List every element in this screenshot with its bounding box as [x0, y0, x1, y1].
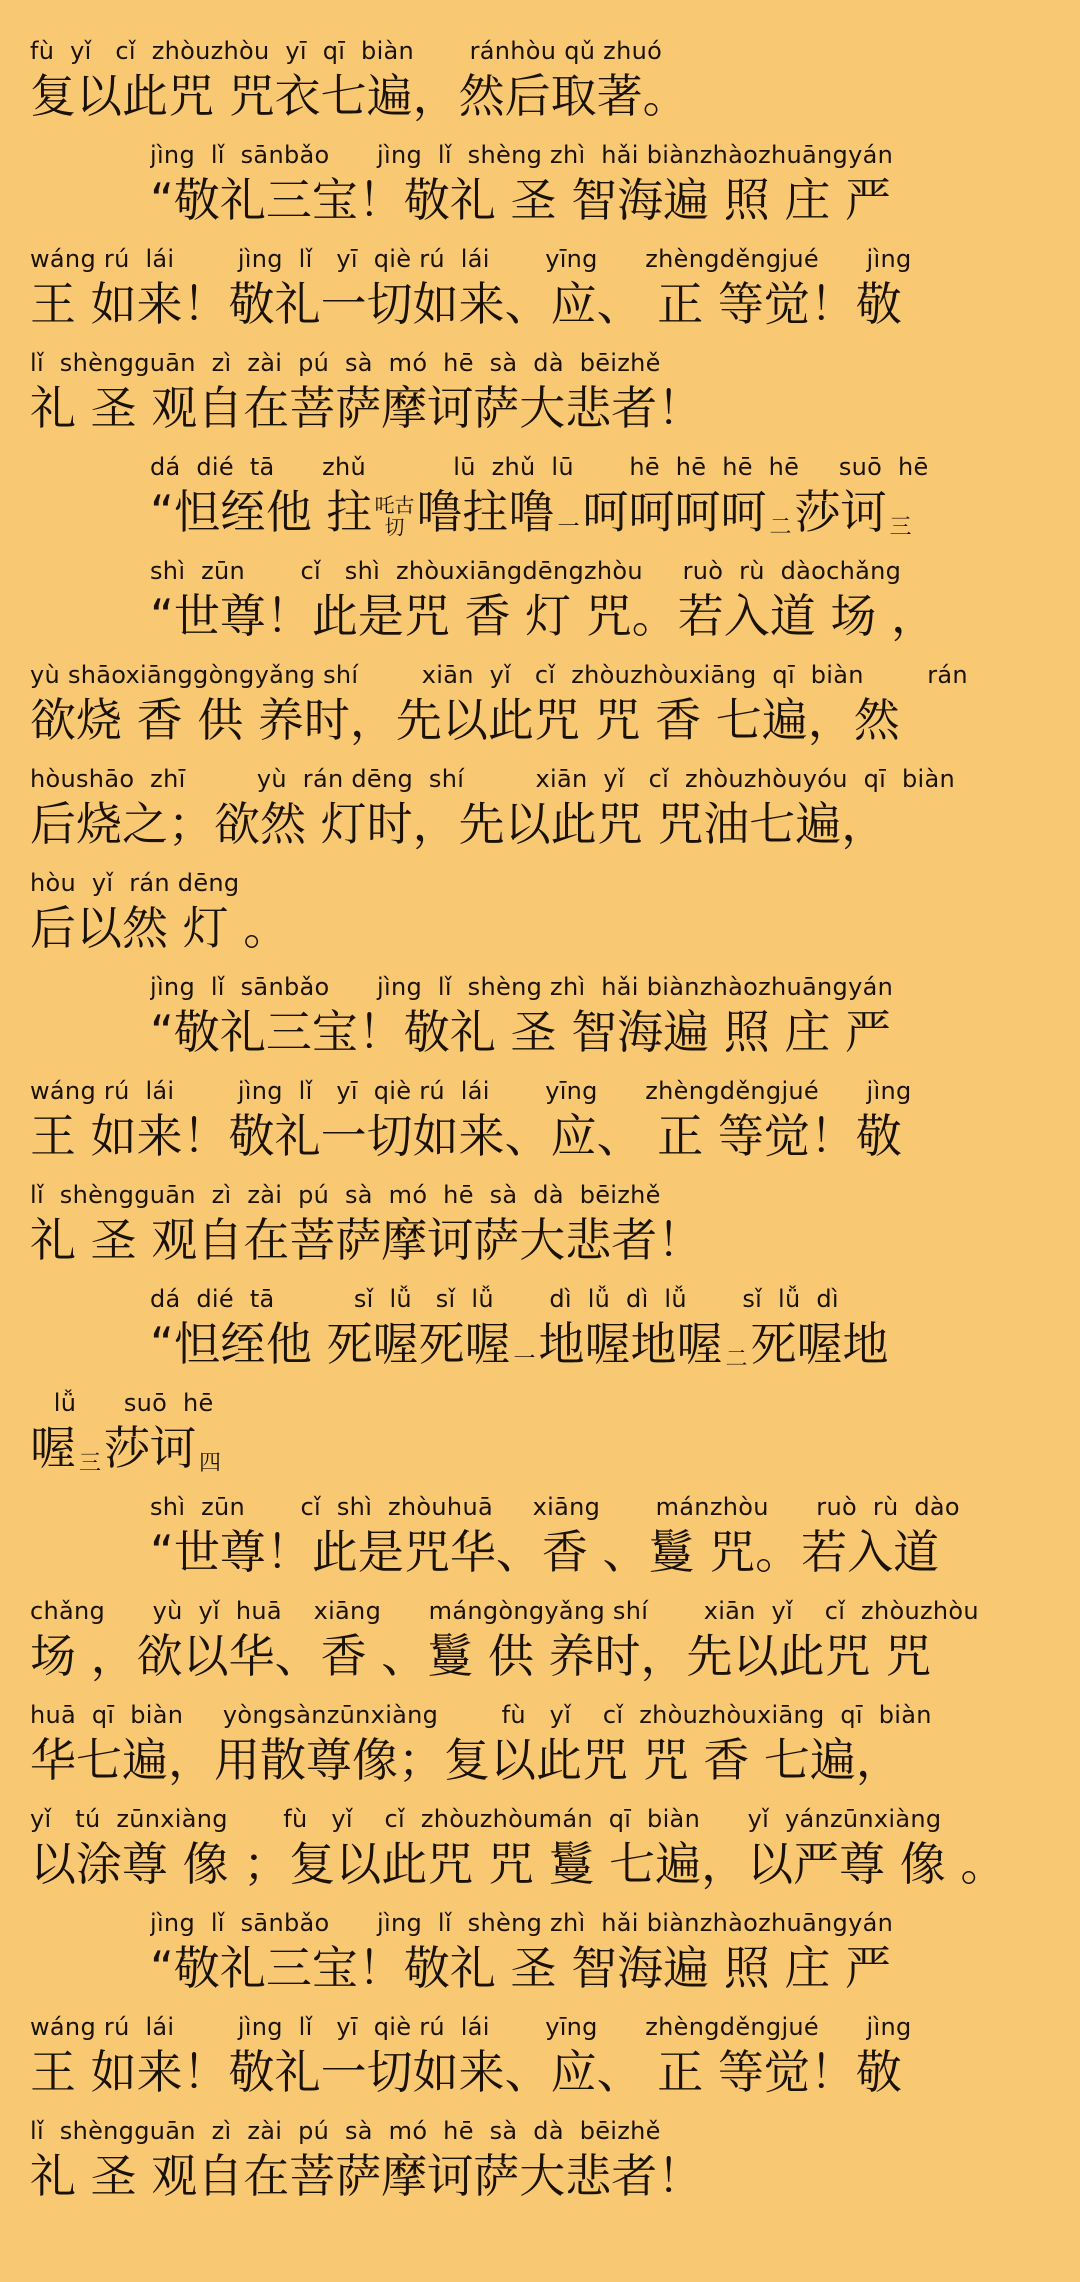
hanzi-segment: “怛绖他 拄: [150, 485, 373, 539]
hanzi-segment: 王 如来！敬礼一切如来、应、 正 等觉！敬: [30, 277, 902, 331]
fanqie-bottom: 切: [384, 514, 405, 539]
hanzi-text: [30, 1628, 1050, 1684]
hanzi-segment: “世尊！此是咒 香 灯 咒。若入道 场 ，: [150, 589, 937, 643]
pinyin-annotation: hòu yǐ rán dēng: [30, 869, 240, 897]
pinyin-annotation: dá dié tā sǐ lǚ sǐ lǚ dì lǚ dì lǚ sǐ lǚ dì: [150, 1285, 839, 1313]
hanzi-text: [30, 900, 1050, 956]
pinyin-annotation: lǐ shèngguān zì zài pú sà mó hē sà dà bēizhě: [30, 349, 661, 377]
pinyin-annotation: shì zūn cǐ shì zhòuhuā xiāng mánzhòu ruò rù dào: [150, 1493, 960, 1521]
hanzi-segment: “敬礼三宝！敬礼 圣 智海遍 照 庄 严: [150, 1005, 891, 1059]
hanzi-text: [30, 692, 1050, 748]
verse-line: [30, 2004, 1050, 2108]
hanzi-segment: 华七遍，用散尊像；复以此咒 咒 香 七遍，: [30, 1733, 902, 1787]
hanzi-segment: 王 如来！敬礼一切如来、应、 正 等觉！敬: [30, 1109, 902, 1163]
pinyin-annotation: shì zūn cǐ shì zhòuxiāngdēngzhòu ruò rù dàochǎng: [150, 557, 902, 585]
hanzi-segment: 礼 圣 观自在菩萨摩诃萨大悲者！: [30, 1213, 704, 1267]
hanzi-segment: 莎诃: [794, 485, 887, 539]
hanzi-text: [30, 1420, 1050, 1492]
verse-line: [30, 964, 1050, 1068]
hanzi-segment: 地喔地喔: [538, 1317, 723, 1371]
verse-number: 三: [889, 515, 912, 540]
verse-line: [30, 756, 1050, 860]
verse-line: [30, 860, 1050, 964]
pinyin-annotation: yǐ tú zūnxiàng fù yǐ cǐ zhòuzhòumán qī biàn yǐ yánzūnxiàng: [30, 1805, 942, 1833]
verse-line: [30, 1172, 1050, 1276]
pinyin-annotation: yù shāoxiānggòngyǎng shí xiān yǐ cǐ zhòuzhòuxiāng qī biàn rán: [30, 661, 968, 689]
verse-line: [30, 444, 1050, 548]
verse-line: [30, 1276, 1050, 1380]
hanzi-segment: 欲烧 香 供 养时，先以此咒 咒 香 七遍，然: [30, 693, 900, 747]
pinyin-annotation: lǐ shèngguān zì zài pú sà mó hē sà dà bēizhě: [30, 2117, 661, 2145]
verse-line: [30, 2108, 1050, 2212]
hanzi-text: [30, 796, 1050, 852]
hanzi-text: [150, 484, 1050, 556]
verse-number: 一: [513, 1347, 536, 1372]
hanzi-segment: “世尊！此是咒华、香 、鬘 咒。若入道: [150, 1525, 940, 1579]
hanzi-text: [150, 1940, 1050, 1996]
verse-line: [30, 652, 1050, 756]
pinyin-annotation: lǐ shèngguān zì zài pú sà mó hē sà dà bēizhě: [30, 1181, 661, 1209]
hanzi-text: [30, 276, 1050, 332]
hanzi-text: [30, 68, 1050, 124]
hanzi-text: [150, 1004, 1050, 1060]
hanzi-text: [150, 1316, 1050, 1388]
verse-number: 一: [557, 515, 580, 540]
pinyin-annotation: huā qī biàn yòngsànzūnxiàng fù yǐ cǐ zhòuzhòuxiāng qī biàn: [30, 1701, 932, 1729]
verse-line: [30, 1588, 1050, 1692]
verse-line: [30, 1068, 1050, 1172]
hanzi-text: [30, 2148, 1050, 2204]
hanzi-segment: 死喔地: [750, 1317, 889, 1371]
hanzi-segment: 复以此咒 咒衣七遍，然后取著。: [30, 69, 689, 123]
pinyin-annotation: hòushāo zhī yù rán dēng shí xiān yǐ cǐ zhòuzhòuyóu qī biàn: [30, 765, 956, 793]
pinyin-annotation: wáng rú lái jìng lǐ yī qiè rú lái yīng zhèngděngjué jìng: [30, 1077, 912, 1105]
pinyin-annotation: wáng rú lái jìng lǐ yī qiè rú lái yīng zhèngděngjué jìng: [30, 2013, 912, 2041]
hanzi-text: [30, 1732, 1050, 1788]
hanzi-text: [150, 172, 1050, 228]
verse-line: [30, 340, 1050, 444]
hanzi-segment: “敬礼三宝！敬礼 圣 智海遍 照 庄 严: [150, 173, 891, 227]
hanzi-segment: “敬礼三宝！敬礼 圣 智海遍 照 庄 严: [150, 1941, 891, 1995]
hanzi-segment: 莎诃: [104, 1421, 197, 1475]
hanzi-segment: 喔: [30, 1421, 76, 1475]
hanzi-segment: 呵呵呵呵: [582, 485, 767, 539]
pinyin-annotation: jìng lǐ sānbǎo jìng lǐ shèng zhì hǎi biànzhàozhuāngyán: [150, 141, 894, 169]
hanzi-text: [30, 1836, 1050, 1892]
pinyin-annotation: jìng lǐ sānbǎo jìng lǐ shèng zhì hǎi biànzhàozhuāngyán: [150, 973, 894, 1001]
hanzi-segment: “怛绖他 死喔死喔: [150, 1317, 511, 1371]
verse-line: [30, 1380, 1050, 1484]
hanzi-segment: 噜拄噜: [416, 485, 555, 539]
pinyin-annotation: dá dié tā zhǔ lū zhǔ lū hē hē hē hē suō hē: [150, 453, 929, 481]
fanqie-top: 吒古: [374, 492, 415, 517]
pinyin-annotation: wáng rú lái jìng lǐ yī qiè rú lái yīng zhèngděngjué jìng: [30, 245, 912, 273]
verse-line: [30, 1692, 1050, 1796]
hanzi-text: [150, 1524, 1050, 1580]
verse-line: [30, 1900, 1050, 2004]
hanzi-text: [30, 380, 1050, 436]
pinyin-annotation: lǚ suō hē: [30, 1389, 214, 1417]
hanzi-text: [30, 1212, 1050, 1268]
hanzi-segment: 王 如来！敬礼一切如来、应、 正 等觉！敬: [30, 2045, 902, 2099]
verse-line: [30, 28, 1050, 132]
verse-number: 二: [769, 515, 792, 540]
pinyin-annotation: jìng lǐ sānbǎo jìng lǐ shèng zhì hǎi biànzhàozhuāngyán: [150, 1909, 894, 1937]
hanzi-text: [30, 2044, 1050, 2100]
verse-number: 三: [79, 1451, 102, 1476]
hanzi-segment: 以涂尊 像 ；复以此咒 咒 鬘 七遍，以严尊 像 。: [30, 1837, 1007, 1891]
verse-number: 二: [725, 1347, 748, 1372]
pinyin-annotation: chǎng yù yǐ huā xiāng mángòngyǎng shí xiān yǐ cǐ zhòuzhòu: [30, 1597, 979, 1625]
verse-line: [30, 1796, 1050, 1900]
pinyin-annotation: fù yǐ cǐ zhòuzhòu yī qī biàn ránhòu qǔ zhuó: [30, 37, 663, 65]
fanqie-note: [374, 494, 414, 538]
hanzi-segment: 场 ，欲以华、香 、鬘 供 养时，先以此咒 咒: [30, 1629, 932, 1683]
hanzi-text: [30, 1108, 1050, 1164]
verse-line: [30, 548, 1050, 652]
hanzi-segment: 礼 圣 观自在菩萨摩诃萨大悲者！: [30, 381, 704, 435]
hanzi-segment: 礼 圣 观自在菩萨摩诃萨大悲者！: [30, 2149, 704, 2203]
verse-line: [30, 1484, 1050, 1588]
verse-line: [30, 132, 1050, 236]
verse-number: 四: [199, 1451, 222, 1476]
hanzi-segment: 后以然 灯 。: [30, 901, 290, 955]
hanzi-text: [150, 588, 1050, 644]
hanzi-segment: 后烧之；欲然 灯时，先以此咒 咒油七遍，: [30, 797, 888, 851]
verse-line: [30, 236, 1050, 340]
